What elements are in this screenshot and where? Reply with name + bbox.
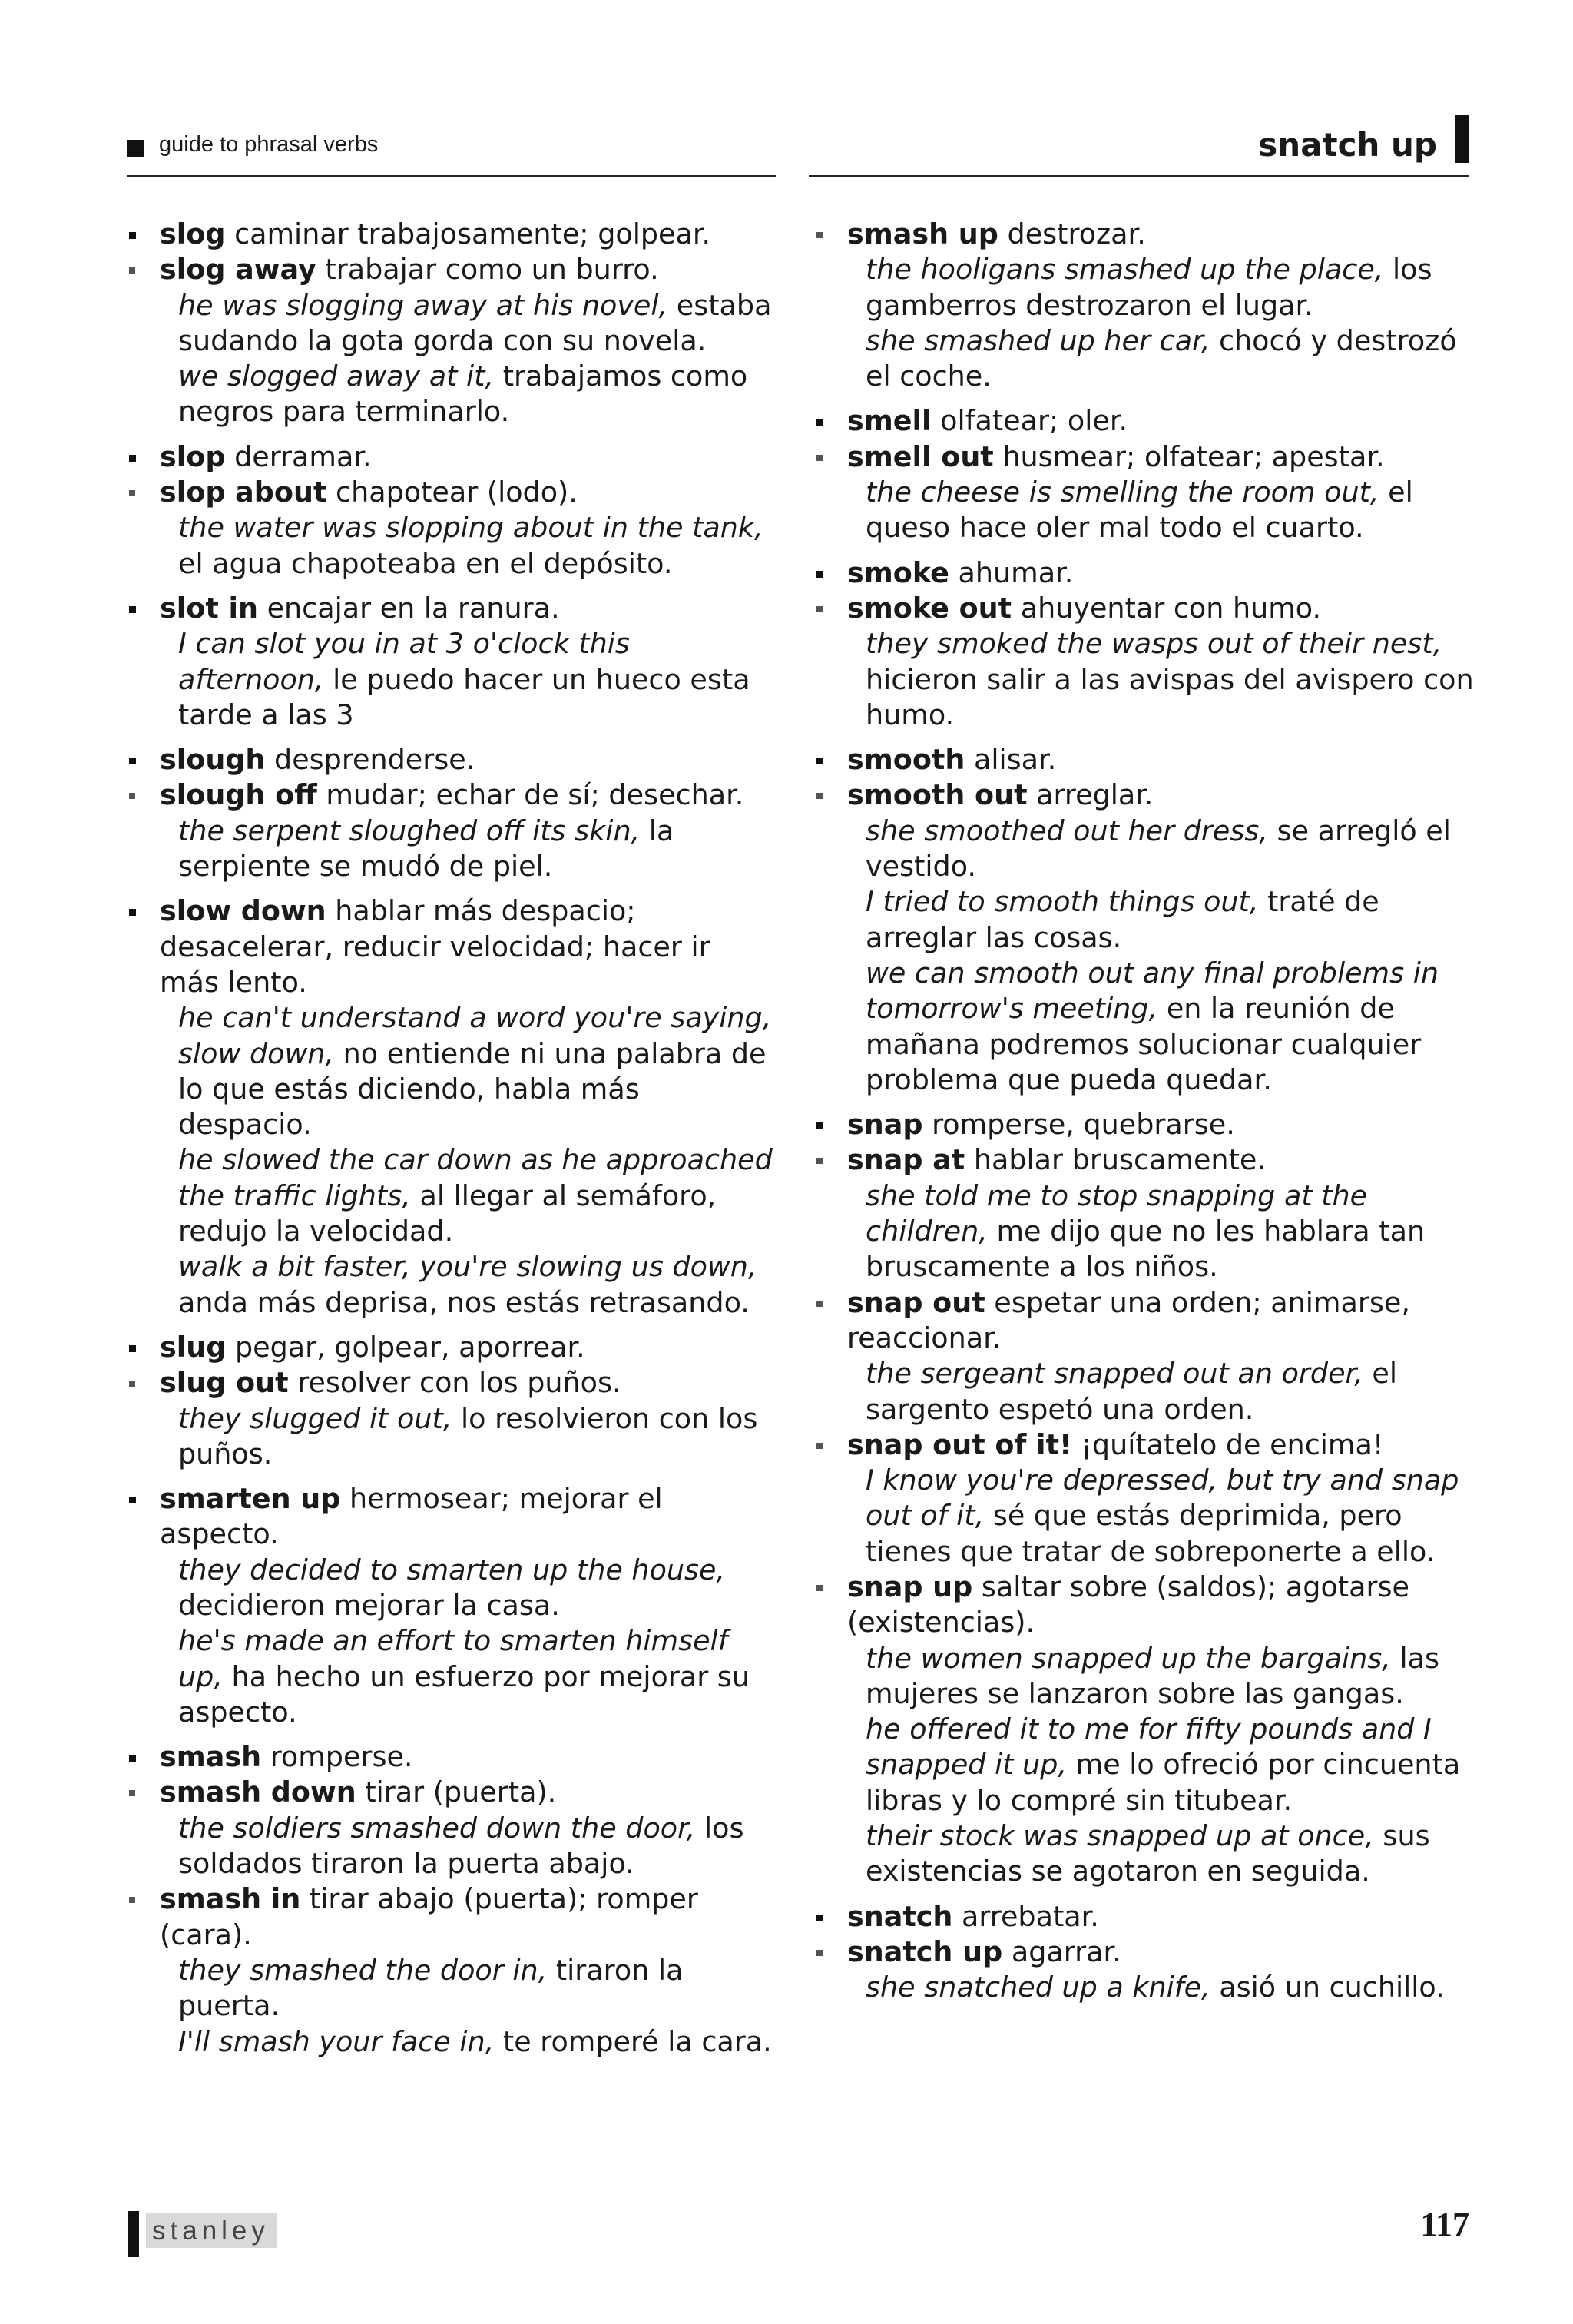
definition: agarrar. — [1011, 1934, 1121, 1968]
example-english: the hooligans smashed up the place, — [866, 253, 1384, 287]
example-english: I can slot you in at 3 o'clock this afternoon, — [178, 627, 630, 696]
usage-example — [847, 1970, 1479, 2005]
header-square-marker — [127, 140, 144, 157]
headword: smash in — [160, 1882, 301, 1916]
headword: smash — [160, 1740, 262, 1774]
headword: snatch up — [847, 1934, 1003, 1968]
example-spanish: los gamberros destrozaron el lugar. — [866, 253, 1432, 322]
usage-example — [847, 475, 1479, 546]
entry-bullet-icon — [129, 758, 136, 764]
left-column — [123, 217, 776, 2060]
entry-bullet-icon — [129, 232, 136, 239]
definition: encajar en la ranura. — [267, 591, 560, 625]
footer-bar-marker — [128, 2211, 139, 2257]
subentry-bullet-icon — [129, 490, 135, 496]
subentry-bullet-icon — [816, 1158, 823, 1164]
dictionary-entry — [810, 555, 1479, 591]
example-english: the serpent sloughed off its skin, — [178, 814, 641, 847]
dictionary-entry — [123, 475, 776, 582]
entry-bullet-icon — [129, 1345, 136, 1352]
guide-title: guide to phrasal verbs — [159, 132, 379, 157]
definition: caminar trabajosamente; golpear. — [234, 217, 711, 250]
entry-line — [847, 742, 1479, 777]
definition: saltar sobre (saldos); agotarse (existencias). — [847, 1570, 1409, 1639]
entry-line — [160, 777, 776, 813]
dictionary-entry — [123, 591, 776, 733]
definition: romperse, quebrarse. — [932, 1108, 1235, 1142]
definition: destrozar. — [1007, 217, 1146, 250]
dictionary-entry — [123, 742, 776, 777]
example-english: she smashed up her car, — [866, 323, 1210, 357]
subentry-bullet-icon — [816, 232, 823, 238]
definition: ahumar. — [958, 555, 1074, 589]
example-english: he slowed the car down as he approached the traffic lights, — [178, 1143, 773, 1212]
example-english: we slogged away at it, — [178, 360, 495, 393]
usage-example — [160, 1623, 776, 1730]
example-spanish: el sargento espetó una orden. — [866, 1357, 1398, 1426]
example-spanish: anda más deprisa, nos estás retrasando. — [178, 1285, 750, 1319]
definition: arrebatar. — [962, 1899, 1099, 1933]
headword: smash down — [160, 1775, 356, 1809]
usage-example — [160, 626, 776, 733]
dictionary-entry — [123, 1365, 776, 1472]
headword: snap up — [847, 1570, 973, 1603]
page-number: 117 — [1420, 2206, 1469, 2243]
definition: husmear; olfatear; apestar. — [1002, 439, 1385, 473]
example-english: he can't understand a word you're saying, slow down, — [178, 1001, 772, 1070]
headword: slop — [160, 439, 226, 473]
example-spanish: al llegar al semáforo, redujo la velocidad. — [178, 1179, 717, 1248]
example-english: he's made an effort to smarten himself up, — [178, 1624, 728, 1693]
example-english: I tried to smooth things out, — [866, 885, 1259, 919]
example-spanish: decidieron mejorar la casa. — [178, 1588, 560, 1622]
subentry-bullet-icon — [129, 267, 135, 274]
entry-line — [847, 1427, 1479, 1463]
dictionary-entry — [123, 1330, 776, 1365]
subentry-bullet-icon — [816, 1301, 823, 1307]
definition: chapotear (lodo). — [336, 476, 578, 509]
example-spanish: trabajamos como negros para terminarlo. — [178, 360, 748, 429]
definition: mudar; echar de sí; desechar. — [326, 778, 744, 812]
running-header-right — [809, 123, 1469, 177]
dictionary-entry — [810, 591, 1479, 733]
example-spanish: no entiende ni una palabra de lo que estás diciendo, habla más despacio. — [178, 1036, 767, 1142]
subentry-bullet-icon — [816, 1950, 823, 1956]
entry-line — [847, 1570, 1479, 1641]
entry-line — [160, 475, 776, 510]
entry-bullet-icon — [129, 1755, 136, 1762]
usage-example — [847, 1463, 1479, 1570]
right-column — [810, 217, 1479, 2006]
entry-line — [160, 1775, 776, 1810]
headword: smoke out — [847, 591, 1012, 625]
entry-line — [847, 217, 1479, 252]
header-rule-right — [809, 175, 1469, 177]
entry-line — [160, 1481, 776, 1553]
entry-line — [847, 1285, 1479, 1357]
definition: desprenderse. — [274, 743, 475, 777]
headword: slug out — [160, 1366, 289, 1400]
dictionary-entry — [810, 1142, 1479, 1285]
usage-example — [160, 1142, 776, 1249]
example-english: I know you're depressed, but try and snap out of it, — [866, 1464, 1459, 1533]
example-spanish: te romperé la cara. — [502, 2024, 772, 2058]
example-spanish: el queso hace oler mal todo el cuarto. — [866, 476, 1413, 545]
headword: smell — [847, 404, 932, 438]
definition: tirar (puerta). — [365, 1775, 557, 1809]
dictionary-entry — [810, 1899, 1479, 1934]
entry-line — [160, 1365, 776, 1401]
usage-example — [847, 1641, 1479, 1712]
example-spanish: los soldados tiraron la puerta abajo. — [178, 1811, 744, 1881]
header-bar-marker — [1455, 115, 1469, 163]
example-spanish: tiraron la puerta. — [178, 1953, 684, 2023]
usage-example — [847, 884, 1479, 956]
headword: slop about — [160, 476, 327, 509]
example-english: they decided to smarten up the house, — [178, 1553, 726, 1586]
dictionary-entry — [123, 217, 776, 252]
example-english: I'll smash your face in, — [178, 2024, 495, 2058]
entry-line — [847, 403, 1479, 439]
dictionary-entry — [123, 1775, 776, 1881]
entry-line — [160, 1881, 776, 1953]
definition: hablar bruscamente. — [973, 1143, 1266, 1177]
subentry-bullet-icon — [816, 793, 823, 799]
headword: slot in — [160, 591, 258, 625]
entry-bullet-icon — [129, 455, 136, 462]
usage-example — [160, 1811, 776, 1882]
definition: pegar, golpear, aporrear. — [234, 1330, 585, 1364]
header-rule-left — [127, 175, 776, 177]
usage-example — [160, 2024, 776, 2060]
dictionary-entry — [123, 252, 776, 429]
headword: smash up — [847, 217, 998, 250]
entry-line — [160, 1739, 776, 1775]
usage-example — [160, 288, 776, 360]
dictionary-entry — [810, 439, 1479, 546]
entry-line — [160, 742, 776, 777]
example-english: we can smooth out any final problems in tomorrow's meeting, — [866, 956, 1439, 1026]
running-header-left — [127, 123, 776, 177]
example-english: walk a bit faster, you're slowing us down, — [178, 1250, 757, 1284]
entry-bullet-icon — [816, 1122, 823, 1129]
subentry-bullet-icon — [129, 1790, 135, 1796]
usage-example — [847, 956, 1479, 1098]
definition: arreglar. — [1036, 778, 1154, 812]
headword: smoke — [847, 555, 949, 589]
headword: snap — [847, 1108, 923, 1142]
headword: slow down — [160, 894, 326, 928]
entry-bullet-icon — [816, 1915, 823, 1921]
example-english: the women snapped up the bargains, — [866, 1641, 1391, 1675]
example-spanish: estaba sudando la gota gorda con su novela. — [178, 288, 772, 357]
headword: slough — [160, 743, 266, 777]
example-spanish: traté de arreglar las cosas. — [866, 885, 1379, 954]
usage-example — [160, 510, 776, 582]
definition: derramar. — [234, 439, 372, 473]
example-spanish: el agua chapoteaba en el depósito. — [178, 546, 673, 580]
entry-bullet-icon — [816, 571, 823, 578]
subentry-bullet-icon — [816, 1443, 823, 1449]
definition: olfatear; oler. — [940, 404, 1128, 438]
example-english: the cheese is smelling the room out, — [866, 476, 1379, 509]
example-spanish: me dijo que no les hablara tan bruscamente a los niños. — [866, 1215, 1426, 1284]
entry-line — [847, 1142, 1479, 1178]
subentry-bullet-icon — [129, 1897, 135, 1903]
headword: smarten up — [160, 1482, 341, 1516]
entry-line — [847, 1899, 1479, 1934]
usage-example — [160, 359, 776, 430]
dictionary-entry — [123, 439, 776, 475]
headword: slough off — [160, 778, 317, 812]
definition: hermosear; mejorar el aspecto. — [160, 1482, 663, 1551]
entry-line — [847, 591, 1479, 626]
example-spanish: la serpiente se mudó de piel. — [178, 814, 674, 884]
usage-example — [847, 1712, 1479, 1818]
example-spanish: chocó y destrozó el coche. — [866, 323, 1457, 393]
dictionary-entry — [810, 1107, 1479, 1142]
usage-example — [160, 1553, 776, 1624]
entry-bullet-icon — [129, 909, 136, 916]
definition: ¡quítatelo de encima! — [1081, 1427, 1384, 1461]
usage-example — [847, 1356, 1479, 1427]
entry-bullet-icon — [816, 419, 823, 426]
entry-line — [847, 1107, 1479, 1142]
example-spanish: sus existencias se agotaron en seguida. — [866, 1819, 1430, 1888]
headword: smell out — [847, 439, 994, 473]
definition: hablar más despacio; desacelerar, reducir velocidad; hacer ir más lento. — [160, 894, 710, 999]
dictionary-entry — [810, 777, 1479, 1098]
usage-example — [847, 252, 1479, 323]
usage-example — [160, 1401, 776, 1473]
example-spanish: hicieron salir a las avispas del avispero con humo. — [866, 662, 1474, 731]
entry-line — [160, 439, 776, 475]
headword: slog away — [160, 253, 316, 287]
dictionary-entry — [810, 403, 1479, 439]
example-english: she snatched up a knife, — [866, 1971, 1210, 2004]
headword: slug — [160, 1330, 227, 1364]
usage-example — [160, 814, 776, 885]
example-spanish: le puedo hacer un hueco esta tarde a las 3 — [178, 662, 750, 731]
entry-line — [160, 217, 776, 252]
subentry-bullet-icon — [129, 793, 135, 799]
definition: espetar una orden; animarse, reaccionar. — [847, 1285, 1410, 1354]
example-spanish: se arregló el vestido. — [866, 814, 1451, 884]
usage-example — [847, 1818, 1479, 1890]
dictionary-entry — [810, 1934, 1479, 2006]
dictionary-entry — [123, 1739, 776, 1775]
example-spanish: ha hecho un esfuerzo por mejorar su aspecto. — [178, 1659, 750, 1729]
subentry-bullet-icon — [816, 1585, 823, 1591]
example-spanish: me lo ofreció por cincuenta libras y lo compré sin titubear. — [866, 1748, 1461, 1817]
example-english: she told me to stop snapping at the children, — [866, 1179, 1368, 1248]
usage-example — [847, 814, 1479, 885]
example-english: the soldiers smashed down the door, — [178, 1811, 696, 1845]
example-english: their stock was snapped up at once, — [866, 1819, 1374, 1853]
entry-line — [847, 1934, 1479, 1970]
entry-line — [847, 555, 1479, 591]
entry-line — [160, 252, 776, 287]
definition: romperse. — [270, 1740, 413, 1774]
definition: resolver con los puños. — [297, 1366, 621, 1400]
dictionary-entry — [123, 1481, 776, 1730]
usage-example — [847, 626, 1479, 733]
example-spanish: las mujeres se lanzaron sobre las gangas. — [866, 1641, 1440, 1710]
dictionary-entry — [810, 1570, 1479, 1890]
definition: ahuyentar con humo. — [1020, 591, 1322, 625]
entry-line — [847, 439, 1479, 475]
subentry-bullet-icon — [816, 455, 823, 461]
dictionary-entry — [123, 777, 776, 884]
example-english: they slugged it out, — [178, 1401, 452, 1435]
headword: snatch — [847, 1899, 953, 1933]
headword: snap out of it! — [847, 1427, 1072, 1461]
example-english: the sergeant snapped out an order, — [866, 1357, 1363, 1391]
usage-example — [847, 323, 1479, 395]
example-spanish: sé que estás deprimida, pero tienes que tratar de sobreponerte a ello. — [866, 1499, 1436, 1568]
headword: snap at — [847, 1143, 965, 1177]
dictionary-entry — [123, 893, 776, 1321]
subentry-bullet-icon — [816, 606, 823, 612]
entry-line — [160, 893, 776, 1000]
headword: smooth out — [847, 778, 1028, 812]
usage-example — [160, 1249, 776, 1321]
subentry-bullet-icon — [129, 1381, 135, 1387]
example-english: she smoothed out her dress, — [866, 814, 1268, 847]
usage-example — [847, 1179, 1479, 1285]
entry-bullet-icon — [129, 1497, 136, 1503]
example-english: they smashed the door in, — [178, 1953, 548, 1987]
example-spanish: asió un cuchillo. — [1219, 1971, 1445, 2004]
usage-example — [160, 1000, 776, 1142]
example-spanish: lo resolvieron con los puños. — [178, 1401, 758, 1470]
usage-example — [160, 1953, 776, 2024]
dictionary-entry — [123, 1881, 776, 2059]
definition: alisar. — [973, 743, 1057, 777]
headword: snap out — [847, 1285, 985, 1319]
example-english: he was slogging away at his novel, — [178, 288, 668, 322]
example-spanish: en la reunión de mañana podremos solucionar cualquier problema que pueda quedar. — [866, 992, 1422, 1096]
entry-bullet-icon — [816, 758, 823, 764]
example-english: they smoked the wasps out of their nest, — [866, 627, 1442, 661]
entry-line — [160, 591, 776, 626]
dictionary-entry — [810, 742, 1479, 777]
example-english: he offered it to me for fifty pounds and I snapped it up, — [866, 1712, 1432, 1782]
definition: tirar abajo (puerta); romper (cara). — [160, 1882, 698, 1951]
entry-bullet-icon — [129, 606, 136, 613]
dictionary-entry — [810, 217, 1479, 394]
entry-line — [160, 1330, 776, 1365]
headword: smooth — [847, 743, 965, 777]
entry-line — [847, 777, 1479, 813]
example-english: the water was slopping about in the tank, — [178, 511, 763, 545]
dictionary-entry — [810, 1285, 1479, 1427]
guide-word: snatch up — [1258, 126, 1437, 164]
publisher-brand: stanley — [146, 2213, 277, 2248]
definition: trabajar como un burro. — [325, 253, 659, 287]
headword: slog — [160, 217, 226, 250]
dictionary-entry — [810, 1427, 1479, 1570]
